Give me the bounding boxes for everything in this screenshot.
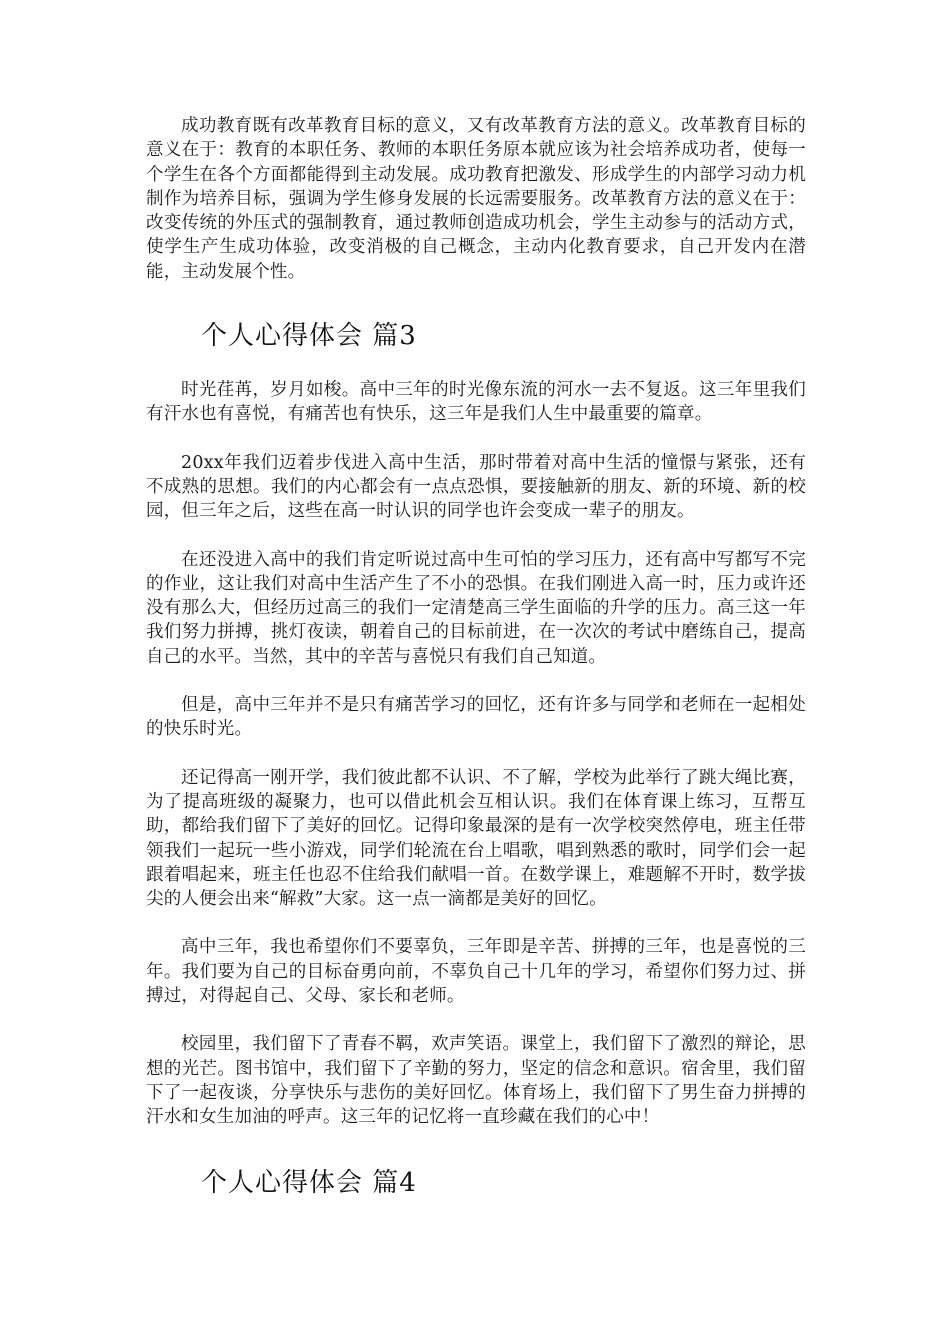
paragraph: 高中三年，我也希望你们不要辜负，三年即是辛苦、拼搏的三年，也是喜悦的三年。我们要为自己的目标奋勇向前，不辜负自己十几年的学习，希望你们努力过、拼搏过，对得起自己、父母、家长和老师。: [146, 937, 806, 1007]
paragraph: 20xx年我们迈着步伐进入高中生活，那时带着对高中生活的憧憬与紧张，还有不成熟的思想。我们的内心都会有一点点恐惧，要接触新的朋友、新的环境、新的校园，但三年之后，这些在高一时认识的同学也许会变成一辈子的朋友。: [146, 452, 806, 522]
section-heading-4: 个人心得体会 篇4: [201, 1167, 417, 1198]
paragraph: 时光荏苒，岁月如梭。高中三年的时光像东流的河水一去不复返。这三年里我们有汗水也有喜悦，有痛苦也有快乐，这三年是我们人生中最重要的篇章。: [146, 380, 806, 425]
paragraph: 还记得高一刚开学，我们彼此都不认识、不了解，学校为此举行了跳大绳比赛，为了提高班级的凝聚力，也可以借此机会互相认识。我们在体育课上练习，互帮互助，都给我们留下了美好的回忆。记得印象最深的是有一次学校突然停电，班主任带领我们一起玩一些小游戏，同学们轮流在台上唱歌，唱到熟悉的歌时，同学们会一起跟着唱起来，班主任也忍不住给我们献唱一首。在数学课上，难题解不开时，数学拔尖的人便会出来“解救”大家。这一点一滴都是美好的回忆。: [146, 767, 806, 910]
paragraph: 校园里，我们留下了青春不羁，欢声笑语。课堂上，我们留下了激烈的辩论，思想的光芒。图书馆中，我们留下了辛勤的努力，坚定的信念和意识。宿舍里，我们留下了一起夜谈，分享快乐与悲伤的美好回忆。体育场上，我们留下了男生奋力拼搏的汗水和女生加油的呼声。这三年的记忆将一直珍藏在我们的心中！: [146, 1034, 806, 1128]
document-body: [146, 114, 806, 1199]
paragraph: 在还没进入高中的我们肯定听说过高中生可怕的学习压力，还有高中写都写不完的作业，这让我们对高中生活产生了不小的恐惧。在我们刚进入高一时，压力或许还没有那么大，但经历过高三的我们一定清楚高三学生面临的升学的压力。高三这一年我们努力拼搏，挑灯夜读，朝着自己的目标前进，在一次次的考试中磨练自己，提高自己的水平。当然，其中的辛苦与喜悦只有我们自己知道。: [146, 549, 806, 667]
paragraph-education-significance: 成功教育既有改革教育目标的意义，又有改革教育方法的意义。改革教育目标的意义在于：教育的本职任务、教师的本职任务原本就应该为社会培养成功者，使每一个学生在各个方面都能得到主动发展。成功教育把激发、形成学生的内部学习动力机制作为培养目标，强调为学生修身发展的长远需要服务。改革教育方法的意义在于：改变传统的外压式的强制教育，通过教师创造成功机会，学生主动参与的活动方式，使学生产生成功体验，改变消极的自己概念，主动内化教育要求，自己开发内在潜能，主动发展个性。: [146, 116, 806, 282]
paragraph: 但是，高中三年并不是只有痛苦学习的回忆，还有许多与同学和老师在一起相处的快乐时光。: [146, 695, 806, 740]
section-heading-3: 个人心得体会 篇3: [201, 321, 417, 352]
